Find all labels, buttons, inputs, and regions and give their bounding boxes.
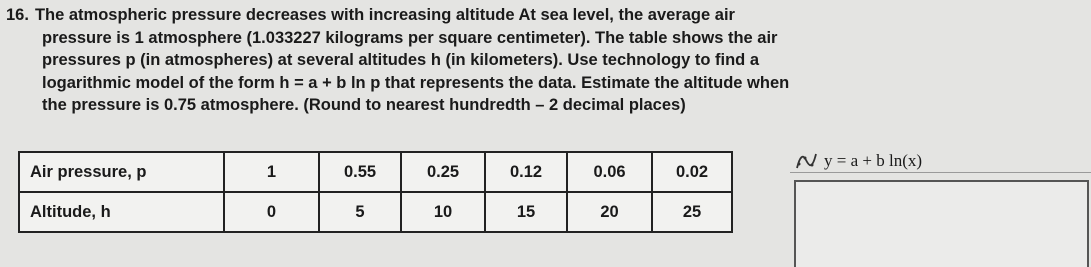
table-cell: 10 [401, 192, 485, 232]
problem-line-5: the pressure is 0.75 atmosphere. (Round to nearest hundredth – 2 decimal places) [42, 96, 686, 114]
table-row-altitude [19, 192, 732, 232]
table-cell: 0.12 [485, 152, 567, 192]
table-cell: 25 [652, 192, 732, 232]
divider [790, 172, 1091, 173]
row-header-altitude: Altitude, h [19, 192, 224, 232]
table-cell: 20 [567, 192, 652, 232]
table-row-air-pressure [19, 152, 732, 192]
problem-line-4: logarithmic model of the form h = a + b ln p that represents the data. Estimate the altitude when [42, 73, 790, 92]
table-cell: 0.25 [401, 152, 485, 192]
table-cell: 0 [224, 192, 319, 232]
table-cell: 0.55 [319, 152, 401, 192]
calculator-input-box[interactable] [794, 180, 1089, 267]
table-cell: 0.06 [567, 152, 652, 192]
regression-expression[interactable]: y = a + b ln(x) [824, 151, 923, 170]
table-cell: 5 [319, 192, 401, 232]
regression-fit-icon[interactable] [794, 150, 820, 172]
table-cell: 15 [485, 192, 567, 232]
problem-line-2: pressure is 1 atmosphere (1.033227 kilograms per square centimeter). The table shows the air [42, 28, 778, 47]
table-cell: 1 [224, 152, 319, 192]
data-table [18, 151, 733, 233]
problem-text [6, 4, 1086, 117]
problem-number: 16. [6, 6, 29, 24]
row-header-air-pressure: Air pressure, p [19, 152, 224, 192]
problem-line-1: 16. The atmospheric pressure decreases with increasing altitude At sea level, the average air [6, 6, 735, 24]
calculator-panel [790, 150, 1091, 265]
table-cell: 0.02 [652, 152, 732, 192]
problem-line-3: pressures p (in atmospheres) at several altitudes h (in kilometers). Use technology to find a [42, 51, 760, 69]
